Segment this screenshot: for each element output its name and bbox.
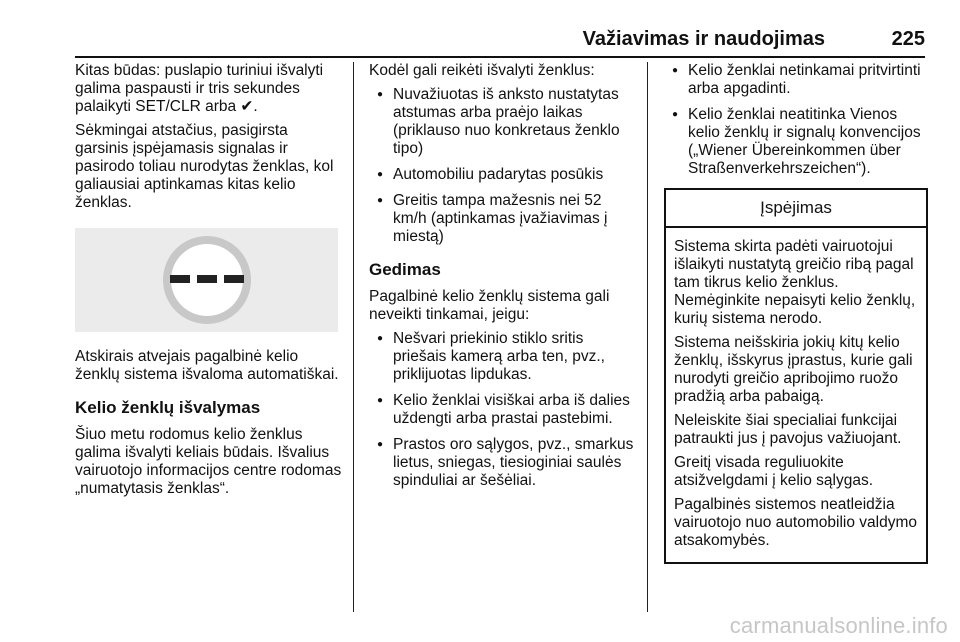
list-item: ● Greitis tampa mažesnis nei 52 km/h (aptinkamas įvažiavimas į miestą) bbox=[369, 192, 639, 246]
heading-fault: Gedimas bbox=[369, 260, 441, 279]
paragraph-fault-intro: Pagalbinė kelio ženklų sistema gali neveikti tinkamai, jeigu: bbox=[369, 288, 610, 323]
list-item: ● Kelio ženklai netinkamai pritvirtinti arba apgadinti. bbox=[664, 62, 928, 98]
list-item: ● Automobiliu padarytas posūkis bbox=[369, 166, 639, 184]
page-number: 225 bbox=[891, 28, 925, 50]
list-item: ● Kelio ženklai visiškai arba iš dalies uždengti arba prastai pastebimi. bbox=[369, 392, 639, 428]
paragraph-auto-clear: Atskirais atvejais pagalbinė kelio ženklų sistema išvaloma automatiškai. bbox=[75, 348, 339, 383]
column-2 bbox=[369, 62, 639, 498]
fault-causes-list bbox=[369, 330, 639, 490]
list-item: ● Kelio ženklai neatitinka Vienos kelio ženklų ir signalų konvencijos („Wiener Übereinkommen über Straßenverkehrszeichen“). bbox=[664, 106, 928, 178]
list-item: ● Nešvari priekinio stiklo sritis priešais kamerą arba ten, pvz., priklijuotas lipdukas. bbox=[369, 330, 639, 384]
fault-causes-list-continued bbox=[664, 62, 928, 178]
column-1 bbox=[75, 62, 345, 504]
clear-reasons-list bbox=[369, 86, 639, 246]
column-3 bbox=[664, 62, 928, 564]
warning-paragraph: Sistema neišskiria jokių kitų kelio ženklų, išskyrus įprastus, kurie gali nurodyti greičio apribojimo ruožo pradžią arba pabaigą. bbox=[674, 334, 913, 405]
column-divider bbox=[353, 62, 354, 612]
page-header bbox=[75, 28, 925, 58]
paragraph-reset-info: Sėkmingai atstačius, pasigirsta garsinis įspėjamasis signalas ir pasirodo toliau nurodytas ženklas, kol galiausiai aptinkamas kitas kelio ženklas. bbox=[75, 122, 334, 211]
warning-paragraph: Sistema skirta padėti vairuotojui išlaikyti nustatytą greičio ribą pagal tam tikrus kelio ženklus. Nemėginkite nepaisyti kelio ženklų, kurių sistema nerodo. bbox=[674, 238, 916, 327]
paragraph-clearing-methods: Šiuo metu rodomus kelio ženklus galima išvalyti keliais būdais. Išvalius vairuotojo informacijos centre rodomas „numatytasis ženklas“. bbox=[75, 426, 342, 497]
default-sign-figure bbox=[75, 228, 338, 332]
warning-title: Įspėjimas bbox=[666, 190, 926, 228]
column-divider bbox=[647, 62, 648, 612]
warning-paragraph: Greitį visada reguliuokite atsižvelgdami į kelio sąlygas. bbox=[674, 454, 874, 489]
default-sign-icon bbox=[157, 230, 257, 330]
watermark-text: carmanualsonline.info bbox=[729, 613, 948, 638]
paragraph-clear-alt: Kitas būdas: puslapio turiniui išvalyti galima paspausti ir tris sekundes palaikyti SET/CLR arba ✔. bbox=[75, 62, 324, 115]
header-title: Važiavimas ir naudojimas bbox=[582, 28, 825, 50]
paragraph-why-clear: Kodėl gali reikėti išvalyti ženklus: bbox=[369, 62, 595, 79]
warning-paragraph: Pagalbinės sistemos neatleidžia vairuotojo nuo automobilio valdymo atsakomybės. bbox=[674, 496, 917, 549]
list-item: ● Nuvažiuotas iš anksto nustatytas atstumas arba praėjo laikas (priklauso nuo konkretaus ženklo tipo) bbox=[369, 86, 639, 158]
warning-box bbox=[664, 188, 928, 564]
list-item: ● Prastos oro sąlygos, pvz., smarkus lietus, sniegas, tiesioginiai saulės spinduliai ar šešėliai. bbox=[369, 436, 639, 490]
warning-body bbox=[666, 228, 926, 562]
warning-paragraph: Neleiskite šiai specialiai funkcijai patraukti jus į pavojus važiuojant. bbox=[674, 412, 902, 447]
heading-sign-clearing: Kelio ženklų išvalymas bbox=[75, 398, 261, 417]
